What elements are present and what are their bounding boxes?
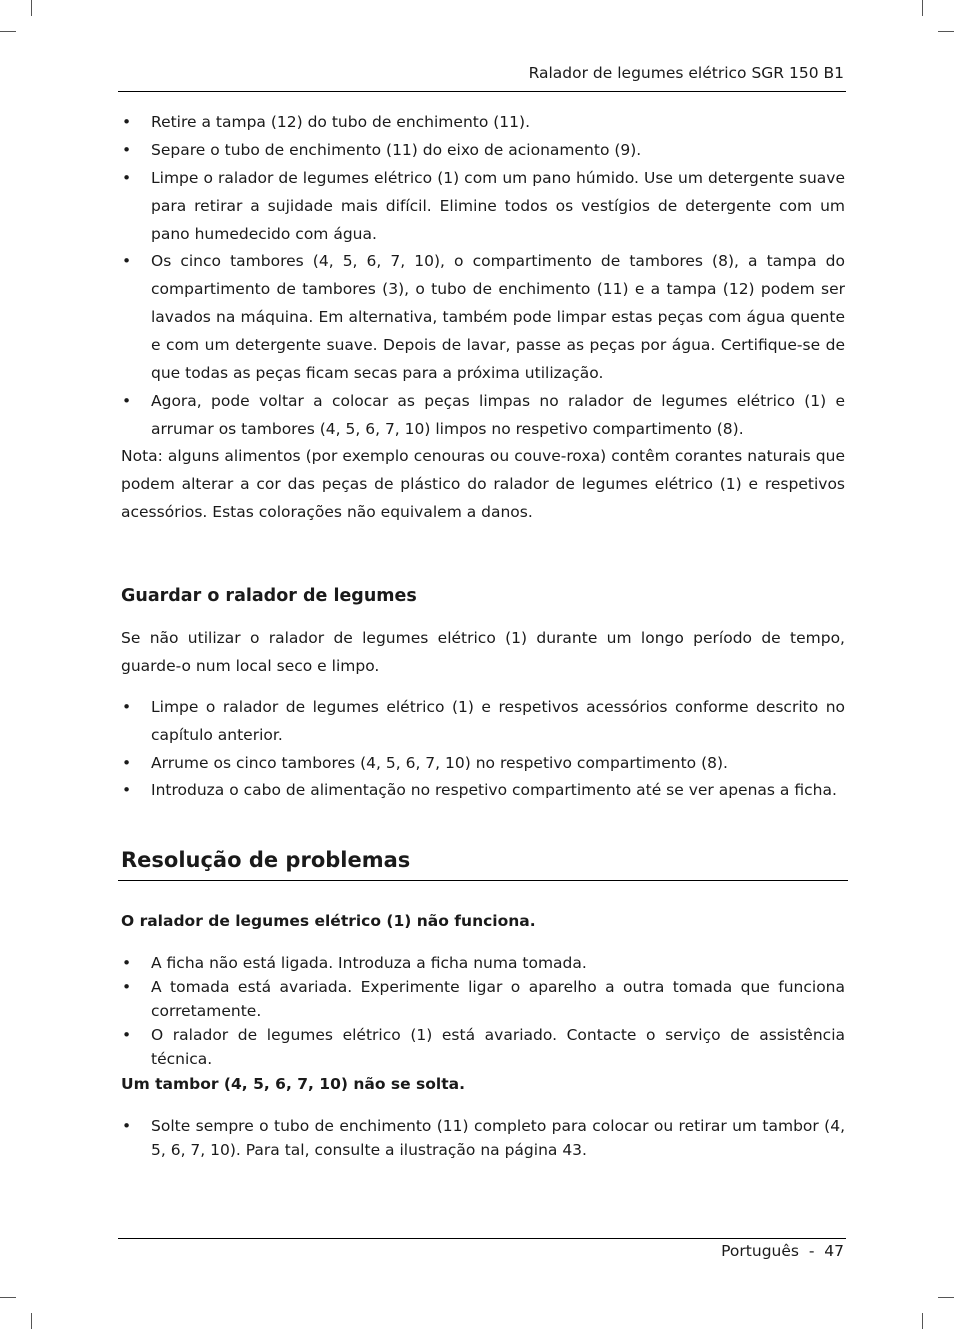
note-paragraph: Nota: alguns alimentos (por exemplo cenouras ou couve-roxa) contêm corantes naturais que podem alterar a cor das peças de plástico do ralador de legumes elétrico (1) e respetivos acessórios. Estas colorações não equivalem a danos. (121, 447, 845, 521)
list-item: • Introduza o cabo de alimentação no respetivo compartimento até se ver apenas a ficha. (151, 776, 845, 804)
footer-rule (118, 1238, 846, 1239)
problem-title: O ralador de legumes elétrico (1) não funciona. (121, 912, 536, 930)
list-item: • Limpe o ralador de legumes elétrico (1) e respetivos acessórios conforme descrito no capítulo anterior. (151, 693, 845, 749)
crop-mark (0, 1297, 16, 1298)
chapter-rule (118, 880, 848, 881)
crop-mark (938, 31, 954, 32)
header-rule (118, 91, 846, 92)
crop-mark (938, 1297, 954, 1298)
section-heading: Guardar o ralador de legumes (121, 586, 417, 606)
intro-paragraph: Se não utilizar o ralador de legumes elétrico (1) durante um longo período de tempo, guarde-o num local seco e limpo. (121, 629, 845, 675)
list-item: • Limpe o ralador de legumes elétrico (1) com um pano húmido. Use um detergente suave para retirar a sujidade mais difícil. Elimine todos os vestígios de detergente com um pano humedecido com água. (151, 164, 845, 248)
list-item: • Arrume os cinco tambores (4, 5, 6, 7, 10) no respetivo compartimento (8). (151, 749, 845, 777)
crop-mark (0, 31, 16, 32)
list-item: • O ralador de legumes elétrico (1) está avariado. Contacte o serviço de assistência técnica. (151, 1023, 845, 1071)
chapter-heading: Resolução de problemas (121, 848, 411, 872)
list-item: • Agora, pode voltar a colocar as peças limpas no ralador de legumes elétrico (1) e arrumar os tambores (4, 5, 6, 7, 10) limpos no respetivo compartimento (8). (151, 387, 845, 443)
list-item: • A tomada está avariada. Experimente ligar o aparelho a outra tomada que funciona corretamente. (151, 975, 845, 1023)
list-item: • Separe o tubo de enchimento (11) do eixo de acionamento (9). (151, 136, 845, 164)
crop-mark (31, 1313, 32, 1329)
running-header: Ralador de legumes elétrico SGR 150 B1 (528, 64, 844, 82)
crop-mark (922, 1313, 923, 1329)
page-footer: Português - 47 (721, 1242, 844, 1260)
list-item: • A ficha não está ligada. Introduza a ficha numa tomada. (151, 951, 845, 975)
list-item: • Os cinco tambores (4, 5, 6, 7, 10), o compartimento de tambores (8), a tampa do compartimento de tambores (3), o tubo de enchimento (11) e a tampa (12) podem ser lavados na máquina. Em alternativa, também pode limpar estas peças com água quente e com um detergente suave. Depois de lavar, passe as peças por água. Certifique-se de que todas as peças ficam secas para a próxima utilização. (151, 247, 845, 387)
crop-mark (31, 0, 32, 16)
crop-mark (922, 0, 923, 16)
problem-title: Um tambor (4, 5, 6, 7, 10) não se solta. (121, 1075, 465, 1093)
list-item: • Solte sempre o tubo de enchimento (11) completo para colocar ou retirar um tambor (4, 5, 6, 7, 10). Para tal, consulte a ilustração na página 43. (151, 1114, 845, 1162)
list-item: • Retire a tampa (12) do tubo de enchimento (11). (151, 108, 845, 136)
